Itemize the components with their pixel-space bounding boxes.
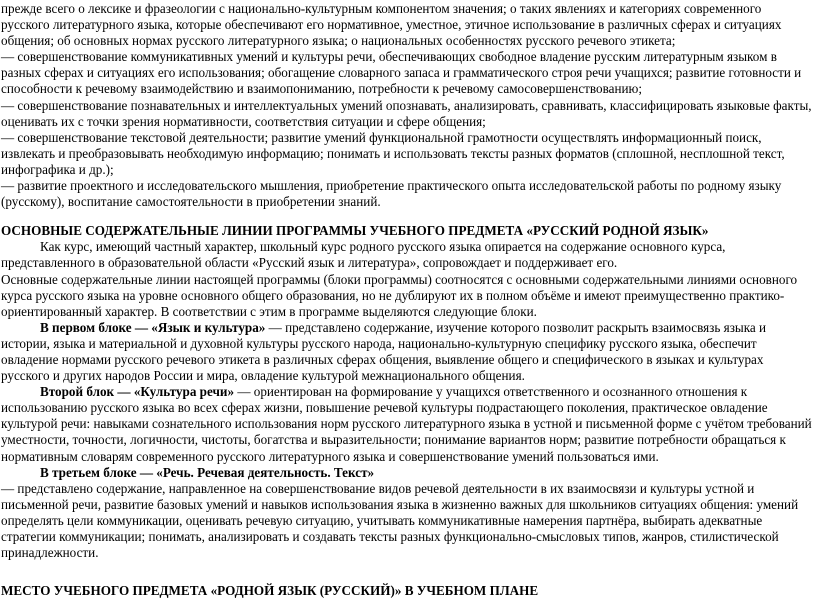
spacer [1, 210, 813, 223]
block-1-title: В первом блоке — «Язык и культура» [40, 319, 266, 335]
paragraph-block-1 [1, 320, 813, 384]
block-1-text: — представлено содержание, изучение которого позволит раскрыть взаимосвязь языка и истории, языка и материальной и духовной культуры русского народа, национально-культурную специфику русского языка, обеспечит овладение нормами русского речевого этикета в различных сферах общения, выявление общего и специфического в языках и культурах русского и других народов России и мира, овладение культурой межнационального общения. [1, 319, 767, 384]
list-item-project-thinking: — развитие проектного и исследовательского мышления, приобретение практического опыта исследовательской работы по родному языку (русскому), воспитание самостоятельности в приобретении знаний. [1, 178, 782, 210]
document-page [1, 1, 813, 599]
paragraph-content-lines: Основные содержательные линии настоящей программы (блоки программы) соотносятся с основными содержательными линиями основного курса русского языка на уровне основного общего образования, но не дублируют их в полном объёме и имеют преимущественно практико-ориентированный характер. В соответствии с этим в программе выделяются следующие блоки. [1, 271, 798, 319]
block-3-title: В третьем блоке — «Речь. Речевая деятельность. Текст» [40, 464, 375, 480]
list-item-communicative-skills: — совершенствование коммуникативных умений и культуры речи, обеспечивающих свободное владение русским литературным языком в разных сферах и ситуациях его использования; обогащение словарного запаса и грамматического строя речи учащихся; развитие готовности и способности к речевому взаимодействию и взаимопониманию, потребности к речевому самосовершенствованию; [1, 49, 802, 97]
list-item-cognitive-skills: — совершенствование познавательных и интеллектуальных умений опознавать, анализировать, сравнивать, классифицировать языковые факты, оценивать их с точки зрения нормативности, соответствия ситуации и сфере общения; [1, 97, 812, 129]
paragraph-course-intro: Как курс, имеющий частный характер, школьный курс родного русского языка опирается на содержание основного курса, представленного в образовательной области «Русский язык и литература», сопровождает и поддерживает его. [1, 239, 726, 271]
spacer [1, 561, 813, 583]
section-heading-curriculum-place: МЕСТО УЧЕБНОГО ПРЕДМЕТА «РОДНОЙ ЯЗЫК (РУССКИЙ)» В УЧЕБНОМ ПЛАНЕ [1, 583, 539, 599]
paragraph-block-3: — представлено содержание, направленное на совершенствование видов речевой деятельности в их взаимосвязи и культуры устной и письменной речи, развитие базовых умений и навыков использования языка в жизненно важных для школьников ситуациях общения: умений определять цели коммуникации, оценивать речевую ситуацию, учитывать коммуникативные намерения партнёра, выбирать адекватные стратегии коммуникации; понимать, анализировать и создавать тексты разных функционально-смысловых типов, жанров, стилистической принадлежности. [1, 480, 799, 561]
list-item-text-activity: — совершенствование текстовой деятельности; развитие умений функциональной грамотности осуществлять информационный поиск, извлекать и преобразовывать необходимую информацию; понимать и использовать тексты разных форматов (сплошной, несплошной текст, инфографика и др.); [1, 129, 785, 177]
paragraph-block-3-title [1, 465, 813, 481]
block-2-text: — ориентирован на формирование у учащихся ответственного и осознанного отношения к использованию русского языка во всех сферах жизни, повышение речевой культуры подрастающего поколения, практическое овладение культурой речи: навыками сознательного использования норм русского литературного языка в устной и письменной форме с учётом требований уместности, точности, логичности, чистоты, богатства и выразительности; понимание вариантов норм; развитие потребности обращаться к нормативным словарям современного русского литературного языка и совершенствование умений пользоваться ими. [1, 384, 812, 464]
paragraph-goals-continuation: прежде всего о лексике и фразеологии с национально-культурным компонентом значения; о таких явлениях и категориях современного русского литературного языка, которые обеспечивают его нормативное, уместное, этичное использование в различных сферах и ситуациях общения; об основных нормах русского литературного языка; о национальных особенностях русского речевого этикета; [1, 1, 782, 49]
block-2-title: Второй блок — «Культура речи» [40, 384, 235, 400]
section-heading-content-lines: ОСНОВНЫЕ СОДЕРЖАТЕЛЬНЫЕ ЛИНИИ ПРОГРАММЫ УЧЕБНОГО ПРЕДМЕТА «РУССКИЙ РОДНОЙ ЯЗЫК» [1, 223, 709, 239]
paragraph-block-2 [1, 384, 813, 464]
